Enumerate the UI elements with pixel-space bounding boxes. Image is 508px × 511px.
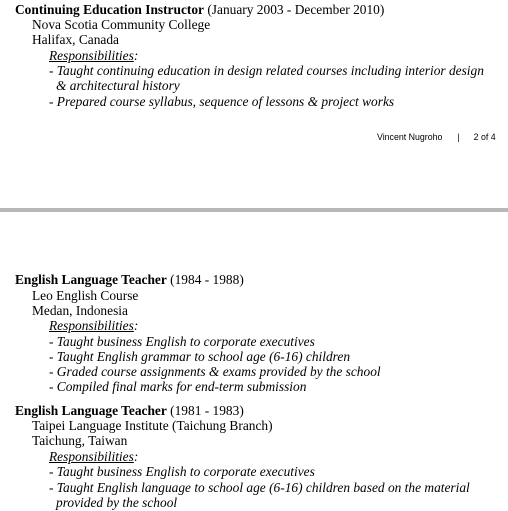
responsibility-item: - Graded course assignments & exams provided by the school	[49, 364, 381, 379]
job-organization: Leo English Course	[32, 288, 139, 303]
job-heading	[15, 2, 384, 17]
page-break-divider	[0, 208, 508, 212]
responsibilities-colon: :	[133, 48, 139, 63]
footer-author: Vincent Nugroho	[377, 132, 443, 142]
job-dates: (1981 - 1983)	[166, 403, 244, 418]
responsibility-item: & architectural history	[56, 78, 180, 93]
job-title: English Language Teacher	[15, 272, 167, 287]
page-footer	[377, 132, 496, 142]
responsibility-item: - Taught business English to corporate executives	[49, 334, 315, 349]
responsibilities-heading	[49, 48, 138, 63]
footer-page-number: 2 of 4	[473, 132, 496, 142]
job-heading	[15, 403, 244, 418]
responsibilities-label: Responsibilities	[49, 449, 134, 464]
footer-separator: |	[457, 132, 460, 142]
responsibility-item: - Taught business English to corporate executives	[49, 464, 315, 479]
responsibility-item: provided by the school	[56, 495, 178, 510]
job-location: Medan, Indonesia	[32, 303, 128, 318]
responsibilities-label: Responsibilities	[49, 48, 134, 63]
responsibilities-colon: :	[133, 318, 139, 333]
job-dates: (1984 - 1988)	[166, 272, 244, 287]
responsibility-item: - Taught English language to school age (6-16) children based on the material	[49, 480, 470, 495]
responsibility-item: - Taught English grammar to school age (6-16) children	[49, 349, 351, 364]
responsibility-item: - Taught continuing education in design related courses including interior design	[49, 63, 484, 78]
responsibilities-label: Responsibilities	[49, 318, 134, 333]
job-title: English Language Teacher	[15, 403, 167, 418]
job-title: Continuing Education Instructor	[15, 2, 204, 17]
job-dates: (January 2003 - December 2010)	[204, 2, 385, 17]
responsibilities-heading	[49, 449, 138, 464]
job-organization: Taipei Language Institute (Taichung Branch)	[32, 418, 273, 433]
job-organization: Nova Scotia Community College	[32, 17, 211, 32]
responsibilities-heading	[49, 318, 138, 333]
job-location: Taichung, Taiwan	[32, 433, 128, 448]
responsibility-item: - Prepared course syllabus, sequence of lessons & project works	[49, 94, 395, 109]
job-location: Halifax, Canada	[32, 32, 119, 47]
job-heading	[15, 272, 244, 287]
responsibilities-colon: :	[133, 449, 139, 464]
responsibility-item: - Compiled final marks for end-term submission	[49, 379, 307, 394]
